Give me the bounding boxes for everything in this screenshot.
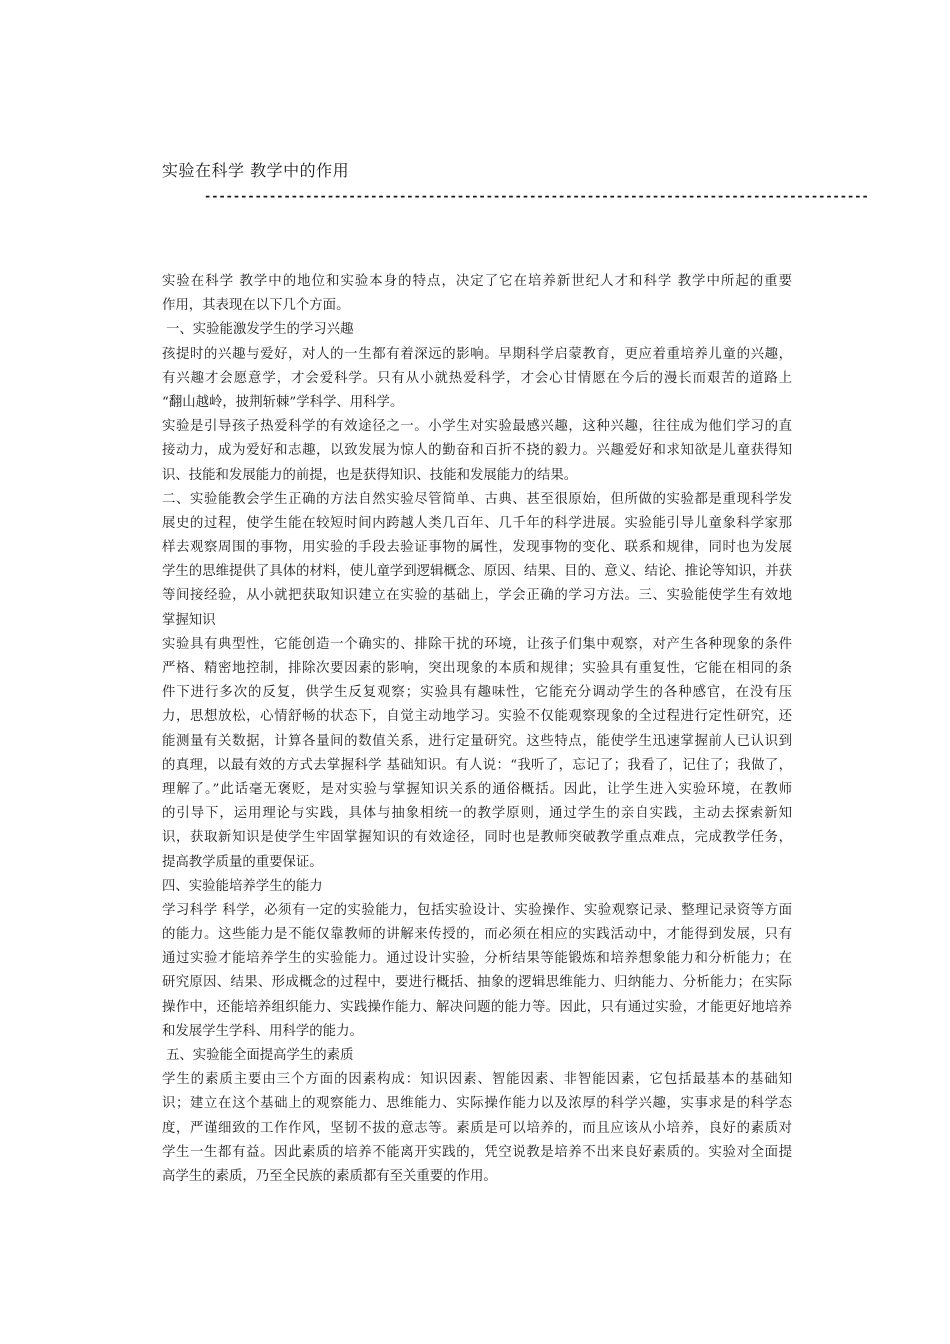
text-line: “翻山越岭，披荆斩棘”学科学、用科学。 (162, 394, 404, 410)
text-line: 识、技能和发展能力的前提，也是获得知识、技能和发展能力的结果。 (162, 467, 578, 483)
document-body (162, 270, 792, 1189)
text-line: 和发展学生学科、用科学的能力。 (162, 1023, 363, 1039)
text-line: 学生的思维提供了具体的材料，使儿童学到逻辑概念、原因、结果、目的、意义、结论、推论等知识，并获 (162, 564, 792, 580)
text-line: 提高教学质量的重要保证。 (162, 854, 323, 870)
text-line: 件下进行多次的反复，供学生反复观察；实验具有趣味性，它能充分调动学生的各种感官，在没有压 (162, 685, 792, 701)
text-line: 四、实验能培养学生的能力 (162, 878, 323, 894)
text-line: 学习科学 科学，必须有一定的实验能力，包括实验设计、实验操作、实验观察记录、整理记录资等方面 (162, 902, 792, 918)
text-line: 样去观察周围的事物，用实验的手段去验证事物的属性，发现事物的变化、联系和规律，同时也为发展 (162, 540, 792, 556)
text-line: 二、实验能教会学生正确的方法自然实验尽管简单、古典、甚至很原始，但所做的实验都是重现科学发 (162, 491, 792, 507)
text-line: 通过实验才能培养学生的实验能力。通过设计实验，分析结果等能锻炼和培养想象能力和分析能力；在 (162, 951, 792, 967)
text-line: 的能力。这些能力是不能仅靠教师的讲解来传授的，而必须在相应的实践活动中，才能得到发展，只有 (162, 927, 792, 943)
text-line: 有兴趣才会愿意学，才会爱科学。只有从小就热爱科学，才会心甘情愿在今后的漫长而艰苦的道路上 (162, 370, 792, 386)
title-divider: -------------------------------------------------------------------------------------------- (204, 189, 869, 203)
text-line: 作用，其表现在以下几个方面。 (162, 298, 350, 314)
document-title: 实验在科学 教学中的作用 (162, 161, 350, 180)
text-line: 严格、精密地控制，排除次要因素的影响，突出现象的本质和规律；实验具有重复性，它能在相同的条 (162, 661, 792, 676)
text-line: 操作中，还能培养组织能力、实践操作能力、解决问题的能力等。因此，只有通过实验，才能更好地培养 (162, 999, 792, 1015)
text-line: 识；建立在这个基础上的观察能力、思维能力、实际操作能力以及浓厚的科学兴趣，实事求是的科学态 (162, 1096, 792, 1112)
text-line: 度，严谨细致的工作作风，坚韧不拔的意志等。素质是可以培养的，而且应该从小培养，良好的素质对 (162, 1120, 792, 1136)
text-line: 的引导下，运用理论与实践，具体与抽象相统一的教学原则，通过学生的亲自实践，主动去探索新知 (162, 806, 792, 822)
text-line: 学生一生都有益。因此素质的培养不能离开实践的，凭空说教是培养不出来良好素质的。实验对全面提 (162, 1144, 792, 1160)
text-line: 实验具有典型性，它能创造一个确实的、排除干扰的环境，让孩子们集中观察，对产生各种现象的条件 (162, 636, 792, 652)
text-line: 实验在科学 教学中的地位和实验本身的特点，决定了它在培养新世纪人才和科学 教学中所起的重要 (162, 274, 792, 289)
text-line: 理解了。”此话毫无褒贬，是对实验与掌握知识关系的通俗概括。因此，让学生进入实验环境，在教师 (162, 781, 792, 797)
text-line: 学生的素质主要由三个方面的因素构成：知识因素、智能因素、非智能因素，它包括最基本的基础知 (162, 1072, 792, 1088)
text-line: 接动力，成为爱好和志趣，以致发展为惊人的勤奋和百折不挠的毅力。兴趣爱好和求知欲是儿童获得知 (162, 443, 792, 459)
text-line: 掌握知识 (162, 612, 216, 628)
text-line: 力，思想放松，心情舒畅的状态下，自觉主动地学习。实验不仅能观察现象的全过程进行定性研究，还 (162, 709, 792, 725)
text-line: 研究原因、结果、形成概念的过程中，要进行概括、抽象的逻辑思维能力、归纳能力、分析能力；在实际 (162, 975, 792, 991)
text-line: 孩提时的兴趣与爱好，对人的一生都有着深远的影响。早期科学启蒙教育，更应着重培养儿童的兴趣， (162, 346, 792, 362)
text-line: 一、实验能激发学生的学习兴趣 (166, 322, 354, 338)
text-line: 展史的过程，使学生能在较短时间内跨越人类几百年、几千年的科学进展。实验能引导儿童象科学家那 (162, 515, 792, 531)
text-line: 的真理，以最有效的方式去掌握科学 基础知识。有人说：“我听了，忘记了；我看了，记住了；我做了， (162, 757, 792, 773)
text-line: 识，获取新知识是使学生牢固掌握知识的有效途径，同时也是教师突破教学重点难点，完成教学任务， (162, 830, 792, 846)
text-line: 实验是引导孩子热爱科学的有效途径之一。小学生对实验最感兴趣，这种兴趣，往往成为他们学习的直 (162, 419, 792, 435)
text-line: 能测量有关数据，计算各量间的数值关系，进行定量研究。这些特点，能使学生迅速掌握前人已认识到 (162, 733, 792, 749)
text-line: 高学生的素质，乃至全民族的素质都有至关重要的作用。 (162, 1168, 497, 1184)
text-line: 等间接经验，从小就把获取知识建立在实验的基础上，学会正确的学习方法。三、实验能使学生有效地 (162, 588, 792, 604)
text-line: 五、实验能全面提高学生的素质 (166, 1048, 354, 1063)
